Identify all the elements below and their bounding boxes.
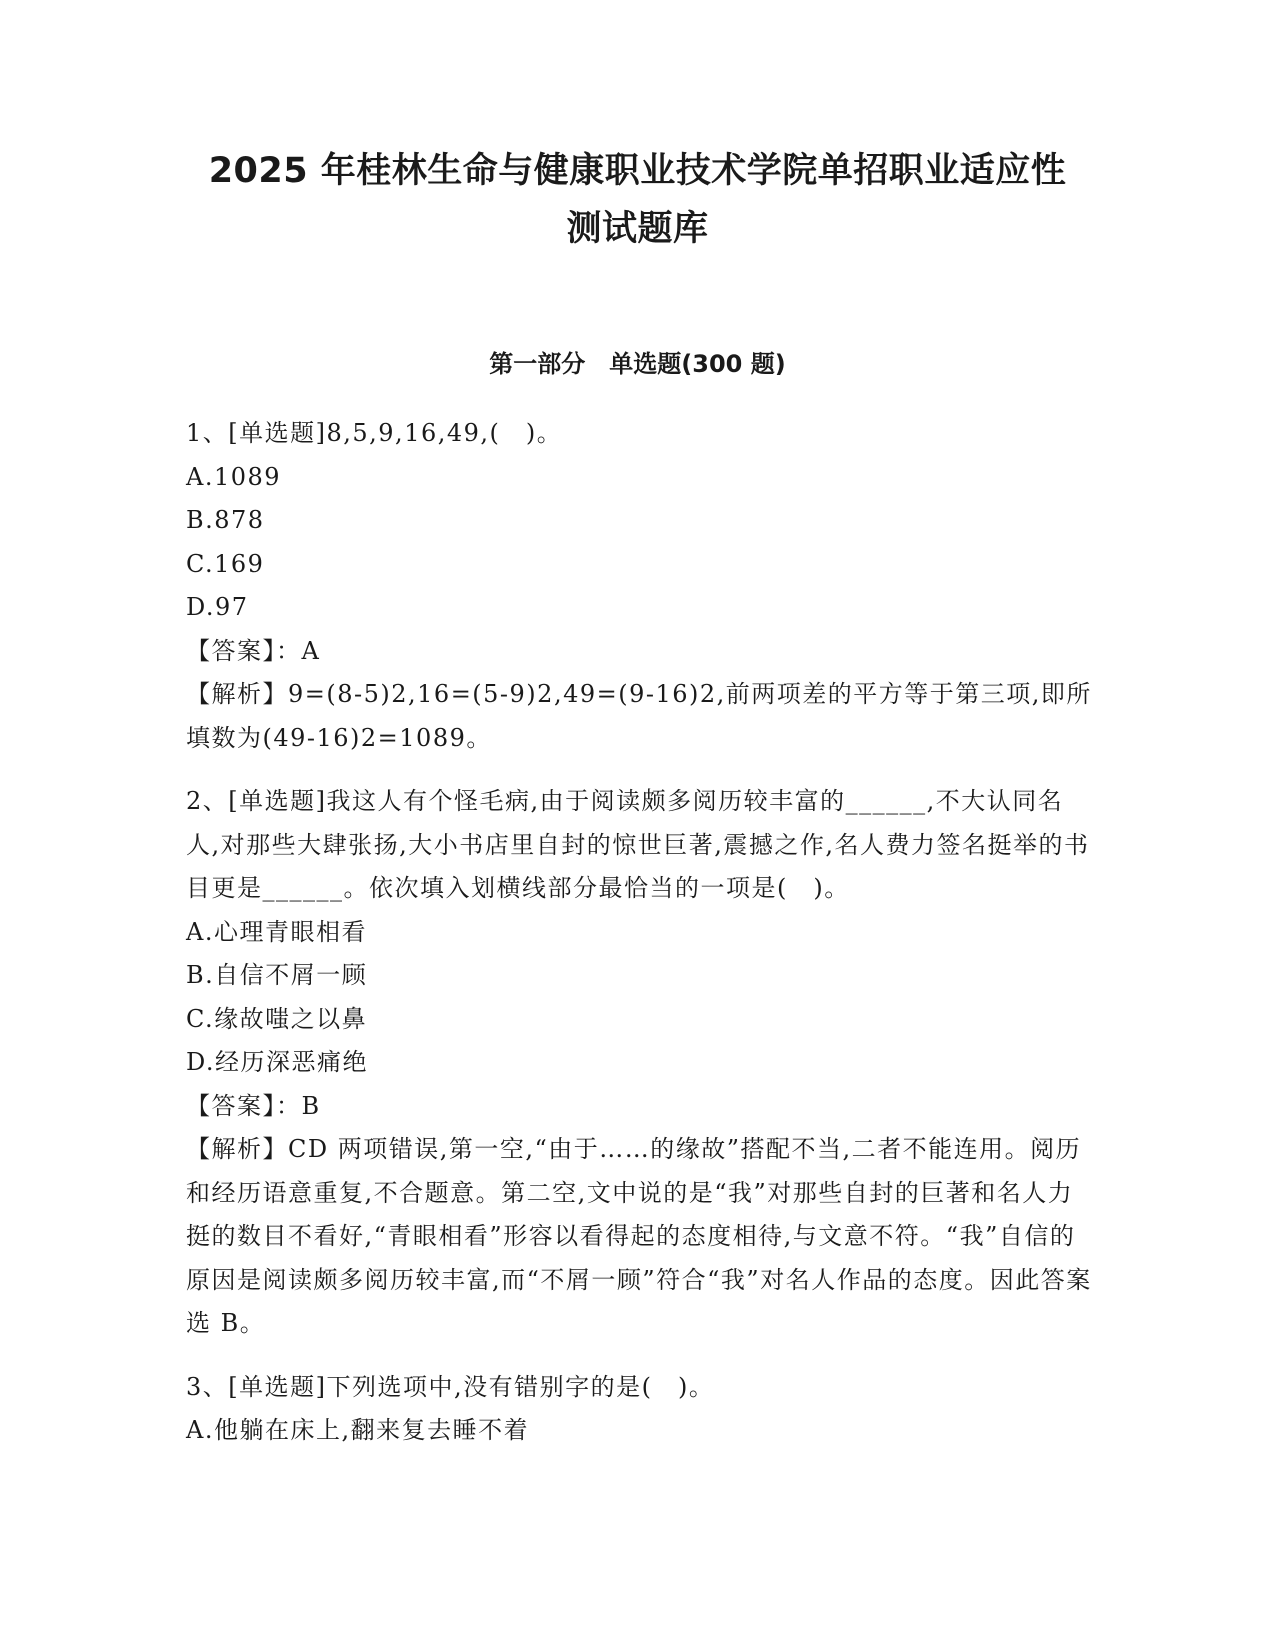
option-a: A.他躺在床上,翻来复去睡不着: [186, 1416, 530, 1444]
analysis-paragraph: 【解析】9=(8-5)2,16=(5-9)2,49=(9-16)2,前两项差的平方等于第三项,即所填数为(49-16)2=1089。: [186, 680, 1092, 752]
question-list: [186, 412, 1096, 1473]
option-b: B.878: [186, 506, 265, 534]
analysis-paragraph: 【解析】CD 两项错误,第一空,“由于……的缘故”搭配不当,二者不能连用。阅历和经历语意重复,不合题意。第二空,文中说的是“我”对那些自封的巨著和名人力挺的数目不看好,“青眼相看”形容以看得起的态度相待,与文意不符。“我”自信的原因是阅读颇多阅历较丰富,而“不屑一顾”符合“我”对名人作品的态度。因此答案选 B。: [186, 1135, 1092, 1337]
answer-line: 【答案】：B: [186, 1091, 321, 1120]
question-3: [186, 1366, 1096, 1453]
document-title-line-2: 测试题库: [566, 209, 709, 249]
question-1: [186, 412, 1096, 760]
question-stem: 1、[单选题]8,5,9,16,49,( )。: [186, 419, 563, 447]
option-a: A.心理青眼相看: [186, 917, 367, 946]
option-c: C.缘故嗤之以鼻: [186, 1004, 368, 1033]
question-2: [186, 780, 1096, 1346]
option-c: C.169: [186, 549, 265, 578]
section-title: 第一部分 单选题(300 题): [489, 350, 786, 378]
option-d: D.97: [186, 593, 249, 621]
option-a: A.1089: [186, 462, 282, 491]
document-title-line-1: 2025 年桂林生命与健康职业技术学院单招职业适应性: [208, 151, 1067, 191]
document-title: [150, 142, 1125, 258]
question-stem: 3、[单选题]下列选项中,没有错别字的是( )。: [186, 1372, 715, 1401]
option-b: B.自信不屑一顾: [186, 961, 368, 989]
answer-line: 【答案】：A: [186, 636, 321, 665]
option-d: D.经历深恶痛绝: [186, 1048, 369, 1076]
question-stem: 2、[单选题]我这人有个怪毛病,由于阅读颇多阅历较丰富的______,不大认同名人,对那些大肆张扬,大小书店里自封的惊世巨著,震撼之作,名人费力签名挺举的书目更是______。依次填入划横线部分最恰当的一项是( )。: [186, 787, 1090, 902]
